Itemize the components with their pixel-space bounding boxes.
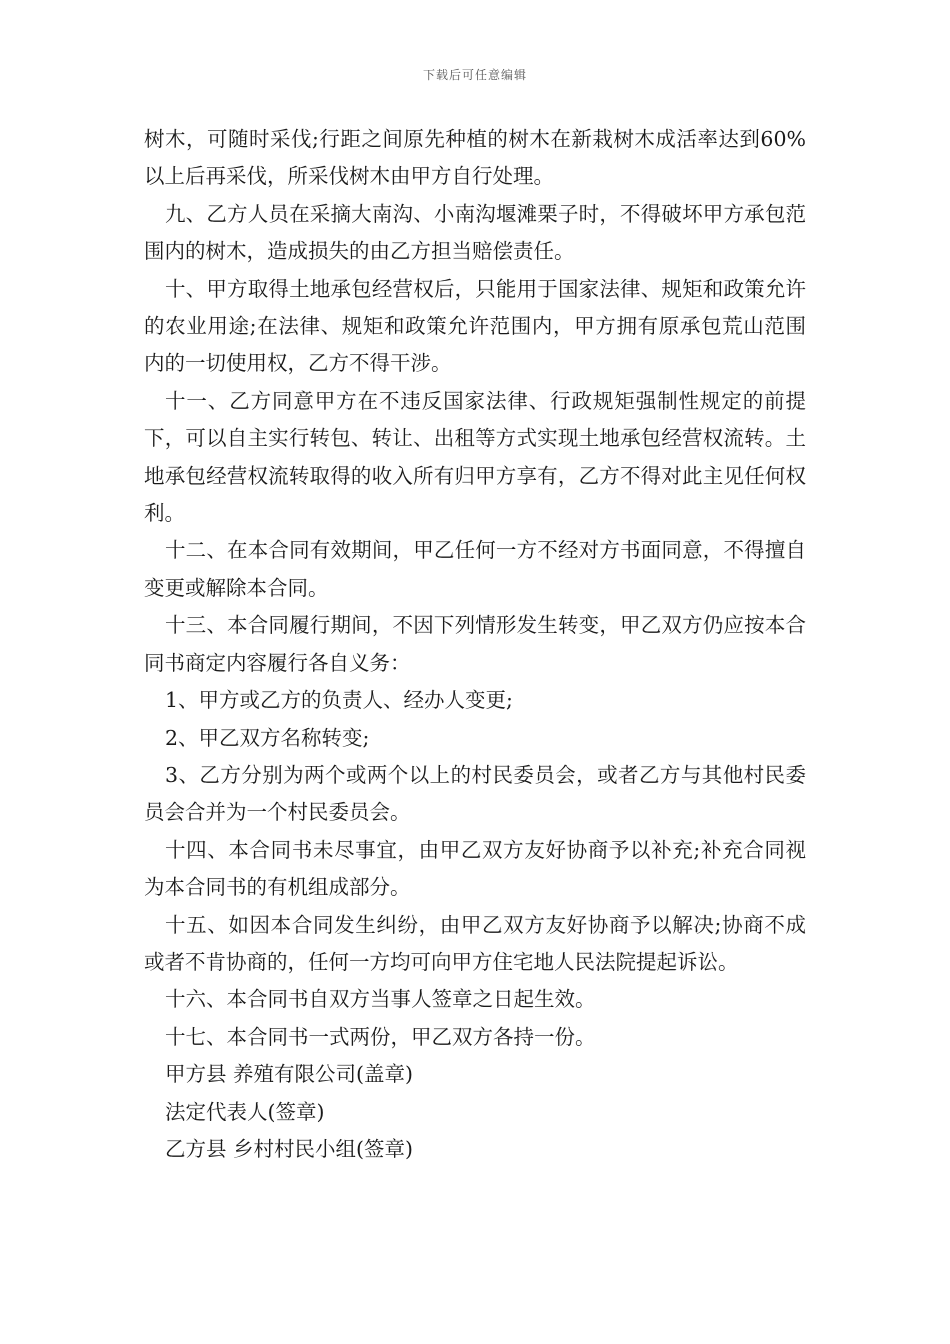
page-header: 下载后可任意编辑	[422, 68, 527, 82]
clause-14: 十四、本合同书未尽事宜，由甲乙双方友好协商予以补充;补充合同视为本合同书的有机组成部分。	[144, 837, 806, 900]
signature-legal-representative: 法定代表人(签章)	[165, 1099, 325, 1124]
clause-12: 十二、在本合同有效期间，甲乙任何一方不经对方书面同意，不得擅自变更或解除本合同。	[144, 538, 806, 600]
clause-10: 十、甲方取得土地承包经营权后，只能用于国家法律、规矩和政策允许的农业用途;在法律、规矩和政策允许范围内，甲方拥有原承包荒山范围内的一切使用权，乙方不得干涉。	[144, 276, 806, 376]
clause-17: 十七、本合同书一式两份，甲乙双方各持一份。	[165, 1024, 596, 1049]
paragraph-tree-felling: 树木，可随时采伐;行距之间原先种植的树木在新栽树木成活率达到60%以上后再采伐，所采伐树木由甲方自行处理。	[144, 127, 806, 189]
clause-13-item-1: 1、甲方或乙方的负责人、经办人变更;	[165, 688, 513, 713]
signature-party-b: 乙方县 乡村村民小组(签章)	[165, 1136, 414, 1161]
clause-13-item-2: 2、甲乙双方名称转变;	[165, 725, 370, 750]
clause-11: 十一、乙方同意甲方在不违反国家法律、行政规矩强制性规定的前提下，可以自主实行转包、转让、出租等方式实现土地承包经营权流转。土地承包经营权流转取得的收入所有归甲方享有，乙方不得对此主见任何权利。	[144, 388, 806, 526]
document-body	[144, 121, 806, 1168]
clause-13-item-3: 3、乙方分别为两个或两个以上的村民委员会，或者乙方与其他村民委员会合并为一个村民委员会。	[144, 762, 806, 825]
clause-16: 十六、本合同书自双方当事人签章之日起生效。	[165, 987, 596, 1012]
clause-9: 九、乙方人员在采摘大南沟、小南沟堰滩栗子时，不得破坏甲方承包范围内的树木，造成损失的由乙方担当赔偿责任。	[144, 201, 806, 264]
clause-15: 十五、如因本合同发生纠纷，由甲乙双方友好协商予以解决;协商不成或者不肯协商的，任何一方均可向甲方住宅地人民法院提起诉讼。	[144, 912, 806, 974]
clause-13: 十三、本合同履行期间，不因下列情形发生转变，甲乙双方仍应按本合同书商定内容履行各自义务：	[144, 613, 806, 675]
signature-party-a: 甲方县 养殖有限公司(盖章)	[165, 1062, 414, 1087]
